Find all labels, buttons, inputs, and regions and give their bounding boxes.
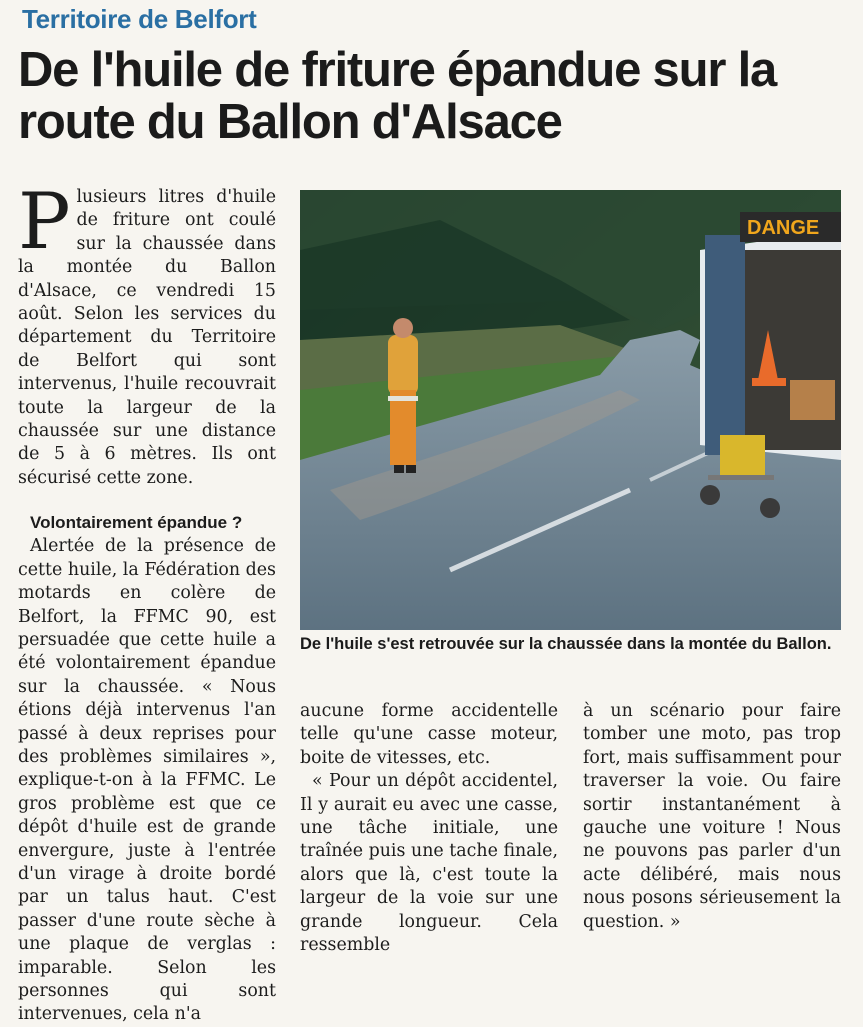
body-paragraph: Alertée de la présence de cette huile, la Fédération des motards en colère de Belfort, la FFMC 90, est persuadée que cette huile a été volontairement épandue sur la chaussée. « Nous étions déjà intervenus l'an passé à deux reprises pour des problèmes similaires », explique-t-on à la FFMC. Le gros problème est que ce dépôt d'huile est de grande envergure, juste à l'entrée d'un virage à droite bordé par un talus haut. C'est passer d'une route sèche à une plaque de verglas : imparable. Selon les personnes qui sont intervenues, cela n'a xyxy=(18,536,276,1025)
svg-text:DANGE: DANGE xyxy=(747,217,820,239)
section-rubric: Territoire de Belfort xyxy=(22,4,257,34)
column-1 xyxy=(18,177,276,1027)
body-paragraph: aucune forme accidentelle telle qu'une casse moteur, boite de vitesses, etc. xyxy=(300,701,558,768)
lead-text: lusieurs litres d'huile de friture ont coulé sur la chaussée dans la montée du Ballon d'Alsace, ce vendredi 15 août. Selon les services du département du Territoire de Belfort qui sont intervenus, l'huile recouvrait toute la largeur de la chaussée sur une distance de 5 à 6 mètres. Ils ont sécurisé cette zone. xyxy=(18,187,276,488)
column-3 xyxy=(583,700,841,934)
photo-caption: De l'huile s'est retrouvée sur la chaussée dans la montée du Ballon. xyxy=(300,635,832,653)
article-photo xyxy=(300,190,841,630)
body-paragraph: à un scénario pour faire tomber une moto, pas trop fort, mais suffisamment pour traverser la voie. Ou faire sortir instantanément à gauche une voiture ! Nous ne pouvons pas parler d'un acte délibéré, mais nous nous posons sérieusement la question. » xyxy=(583,701,841,932)
body-paragraph: « Pour un dépôt accidentel, Il y aurait eu avec une casse, une tâche initiale, une traînée puis une tache finale, alors que là, c'est toute la largeur de la voie sur une grande longueur. Cela ressemble xyxy=(300,771,558,956)
lead-paragraph xyxy=(18,177,276,490)
column-2 xyxy=(300,700,558,957)
van xyxy=(700,212,841,460)
road-scene-illustration xyxy=(300,190,841,630)
headline: De l'huile de friture épandue sur la route du Ballon d'Alsace xyxy=(18,43,777,149)
drop-cap: P xyxy=(18,177,71,267)
worker-figure xyxy=(388,318,418,473)
subheading: Volontairement épandue ? xyxy=(30,513,243,533)
